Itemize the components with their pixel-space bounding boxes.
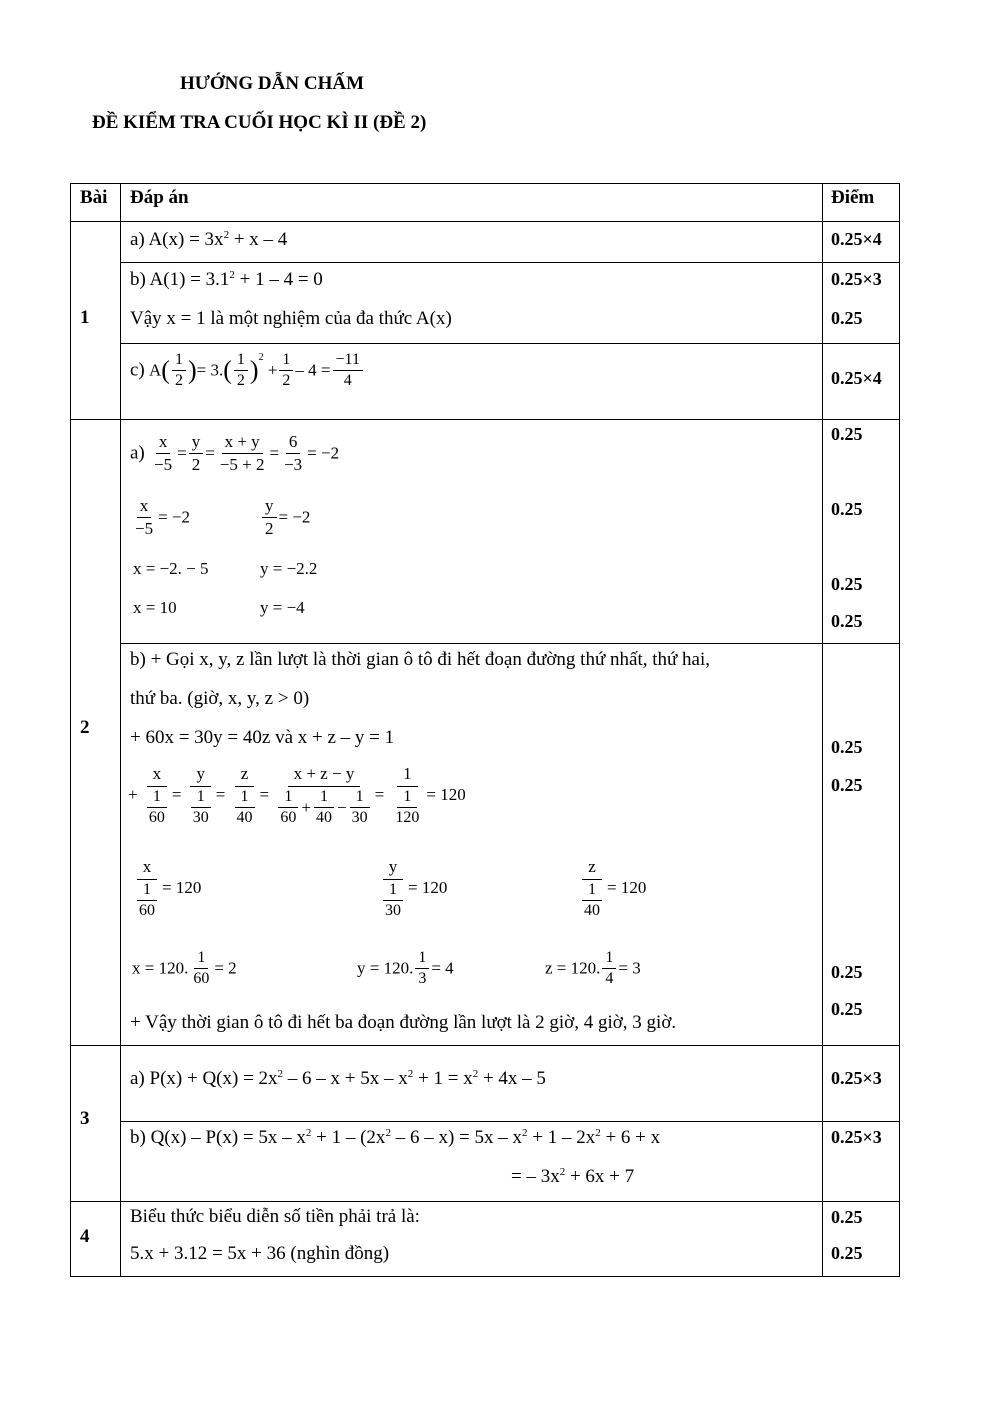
bai-2a-x-equation: $\frac{x}{-5}$ = −2	[135, 496, 191, 538]
title-1: HƯỚNG DẪN CHẤM	[180, 73, 364, 94]
header-dap-an: Đáp án	[130, 187, 189, 208]
bai-4-points-2: 0.25	[831, 1243, 863, 1263]
grid-line	[120, 1121, 900, 1122]
bai-2b-points-3: 0.25	[831, 962, 863, 982]
bai-2a-points-1: 0.25	[831, 424, 863, 444]
bai-2b-conclusion: + Vậy thời gian ô tô đi hết ba đoạn đường lần lượt là 2 giờ, 4 giờ, 3 giờ.	[130, 1012, 677, 1033]
bai-2a-x-result: x = 10	[133, 598, 177, 617]
bai-2a-y-result: y = −4	[260, 598, 305, 617]
bai-1b-points: 0.25×3	[831, 269, 882, 289]
bai-2-number: 2	[80, 717, 90, 738]
bai-2a-y-equation: $\frac{y}{2}$ = −2	[260, 495, 310, 540]
bai-2b-line-2: thứ ba. (giờ, x, y, z > 0)	[130, 688, 310, 709]
bai-2b-y-equation: y 1 30 = 120	[378, 855, 447, 921]
bai-2a-proportion: a) $\frac{x}{-5}$ = $\frac{y}{2}$ = $\frac{x + y}{-5 + 2}$ = $\frac{6}{-3}$ = −2	[130, 432, 340, 474]
bai-1a-points: 0.25×4	[831, 229, 882, 249]
bai-2b-y-result: y = 120. $\frac{1}{3}$ = 4	[357, 949, 454, 987]
bai-1c-points: 0.25×4	[831, 368, 882, 388]
grid-line	[120, 343, 900, 344]
bai-3a-answer: a) $P(x) + Q(x) = 2x^2 - 6 - x + 5x - x^2 + 1 = x^2 + 4x - 5$	[130, 1068, 546, 1089]
title-2: ĐỀ KIỂM TRA CUỐI HỌC KÌ II (ĐỀ 2)	[92, 112, 427, 133]
bai-4-line-2: 5.x + 3.12 = 5x + 36 (nghìn đồng)	[130, 1243, 390, 1264]
grid-line	[120, 183, 121, 1277]
grid-line	[120, 262, 900, 263]
bai-4-points-1: 0.25	[831, 1207, 863, 1227]
bai-3a-points: 0.25×3	[831, 1068, 882, 1088]
bai-2b-points-4: 0.25	[831, 999, 863, 1019]
bai-3b-answer: b) $Q(x) - P(x) = 5x - x^2 + 1 - (2x^2 - 6 - x) = 5x - x^2 + 1 - 2x^2 + 6 + x$	[130, 1127, 661, 1148]
bai-2b-proportion: + x 1 60 = y 1 30 = z 1 40 = x + z − y 1 60 + 1 40 − 1 30 = 1 1 120 = 120	[128, 764, 466, 826]
bai-3b-result: = – $3x^2 + 6x + 7$	[511, 1166, 635, 1187]
bai-2a-points-2: 0.25	[831, 499, 863, 519]
bai-2b-line-3: + 60x = 30y = 40z và x + z – y = 1	[130, 727, 395, 748]
header-diem: Điểm	[831, 187, 875, 208]
bai-2a-y-step: y = −2.2	[260, 559, 318, 578]
bai-2a-points-3: 0.25	[831, 574, 863, 594]
grid-line	[70, 1045, 900, 1046]
grid-line	[822, 183, 823, 1277]
grid-line	[70, 1201, 900, 1202]
bai-3-number: 3	[80, 1108, 90, 1129]
bai-2b-x-result: x = 120. $\frac{1}{60}$ = 2	[132, 949, 237, 987]
bai-1b-conclusion: Vậy x = 1 là một nghiệm của đa thức A(x)	[130, 308, 452, 329]
bai-2b-x-equation: x 1 60 = 120	[132, 855, 201, 921]
bai-1c-answer: c) A( $\frac{1}{2}$ )= 3.( $\frac{1}{2}$ )$^2$ + $\frac{1}{2}$ – 4 = $\frac{-11}{4}$	[130, 350, 365, 391]
bai-2b-z-equation: z 1 40 = 120	[584, 857, 647, 919]
bai-4-line-1: Biểu thức biểu diễn số tiền phải trả là:	[130, 1206, 420, 1227]
bai-2b-z-result: z = 120. $\frac{1}{4}$ = 3	[545, 949, 641, 987]
bai-3b-points: 0.25×3	[831, 1127, 882, 1147]
bai-1b-answer: b) $A(1) = 3.1^2 + 1 - 4 = 0$	[130, 269, 323, 290]
bai-2b-points-2: 0.25	[831, 775, 863, 795]
grid-line	[120, 643, 900, 644]
bai-1a-answer: a) $A(x) = 3x^2 + x - 4$	[130, 229, 288, 250]
bai-2a-points-4: 0.25	[831, 611, 863, 631]
bai-1b-conclusion-points: 0.25	[831, 308, 863, 328]
bai-4-number: 4	[80, 1226, 90, 1247]
bai-2b-line-1: b) + Gọi x, y, z lần lượt là thời gian ô tô đi hết đoạn đường thứ nhất, thứ hai,	[130, 649, 711, 670]
grid-line	[70, 419, 900, 420]
bai-2b-points-1: 0.25	[831, 737, 863, 757]
grid-line	[70, 221, 900, 222]
bai-2a-x-step: x = −2. − 5	[133, 559, 209, 578]
header-bai: Bài	[80, 187, 108, 208]
bai-1-number: 1	[80, 307, 90, 328]
